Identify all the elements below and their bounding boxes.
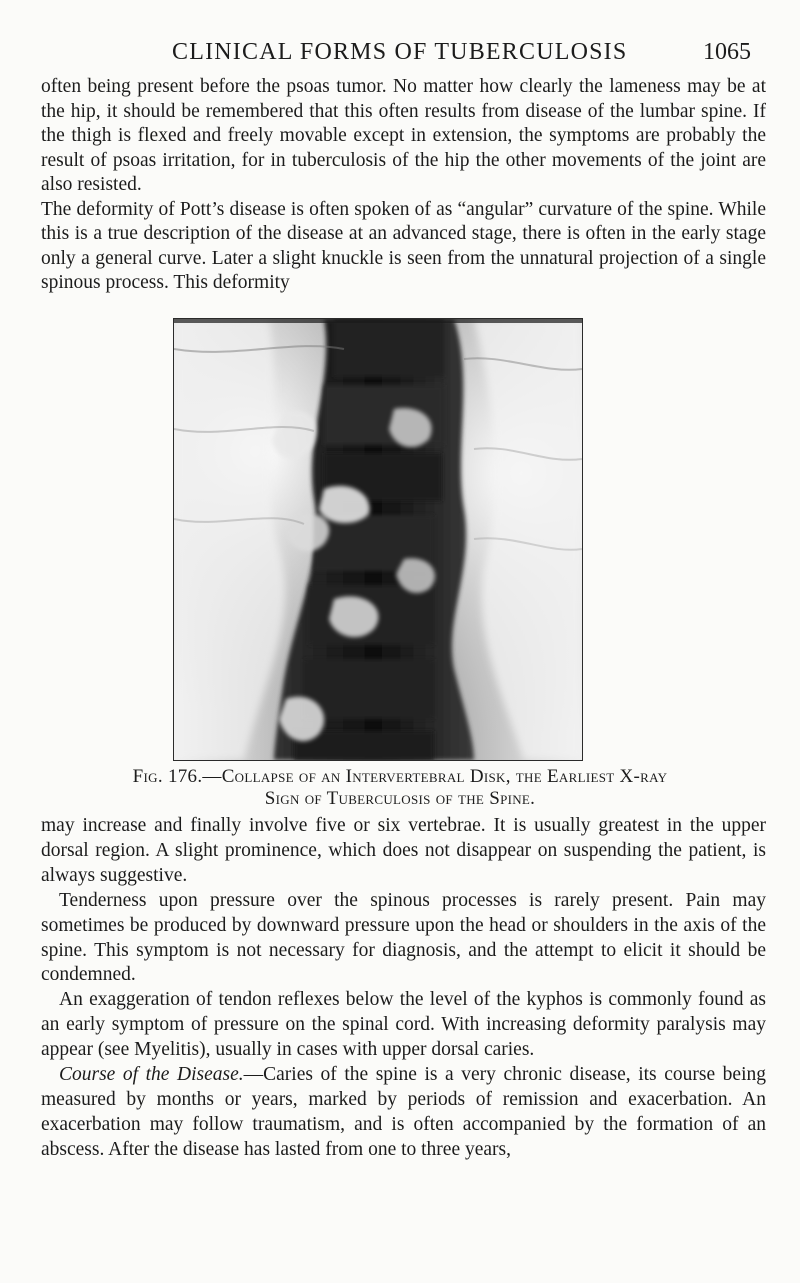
page-header (0, 32, 800, 72)
bottom-text-block (41, 814, 766, 1163)
figure-caption: Fig. 176.—Collapse of an Intervertebral Disk, the Earliest X-ray Sign of Tuberculosis of the Spine. (132, 766, 668, 809)
xray-graphic (174, 319, 582, 760)
top-text-block (41, 75, 766, 296)
paragraph-vertebrae: may increase and finally involve five or six vertebrae. It is usually greatest in the upper dorsal region. A slight prominence, which does not disappear on suspending the patient, is always suggestive. (41, 815, 766, 886)
paragraph-course (41, 1063, 766, 1163)
page-number: 1065 (703, 39, 751, 65)
paragraph-psoas: often being present before the psoas tumor. No matter how clearly the lameness may be at the hip, it should be remembered that this often results from disease of the lumbar spine. If the thigh is flexed and freely movable except in extension, the symptoms are probably the result of psoas irritation, for in tuberculosis of the hip the other movements of the joint are also resisted. (41, 76, 766, 195)
spine-xray-image (173, 318, 583, 761)
course-body: —Caries of the spine is a very chronic disease, its course being measured by months or years, marked by periods of remission and exacerbation. An exacerbation may follow traumatism, and is often accompanied by the formation of an abscess. After the disease has lasted from one to three years, (41, 1064, 766, 1160)
course-heading: Course of the Disease. (59, 1064, 244, 1086)
paragraph-reflexes: An exaggeration of tendon reflexes below the level of the kyphos is commonly found as an early symptom of pressure on the spinal cord. With increasing deformity paralysis may appear (see Myelitis), usually in cases with upper dorsal caries. (41, 989, 766, 1061)
paragraph-deformity: The deformity of Pott’s disease is often spoken of as “angular” curvature of the spine. While this is a true description of the disease at an advanced stage, there is often in the early stage only a general curve. Later a slight knuckle is seen from the unnatural projection of a single spinous process. This deformity (41, 198, 766, 293)
running-title: CLINICAL FORMS OF TUBERCULOSIS (172, 39, 628, 65)
paragraph-tenderness: Tenderness upon pressure over the spinous processes is rarely present. Pain may sometimes be produced by downward pressure upon the head or shoulders in the axis of the spine. This symptom is not necessary for diagnosis, and the attempt to elicit it should be condemned. (41, 889, 766, 986)
